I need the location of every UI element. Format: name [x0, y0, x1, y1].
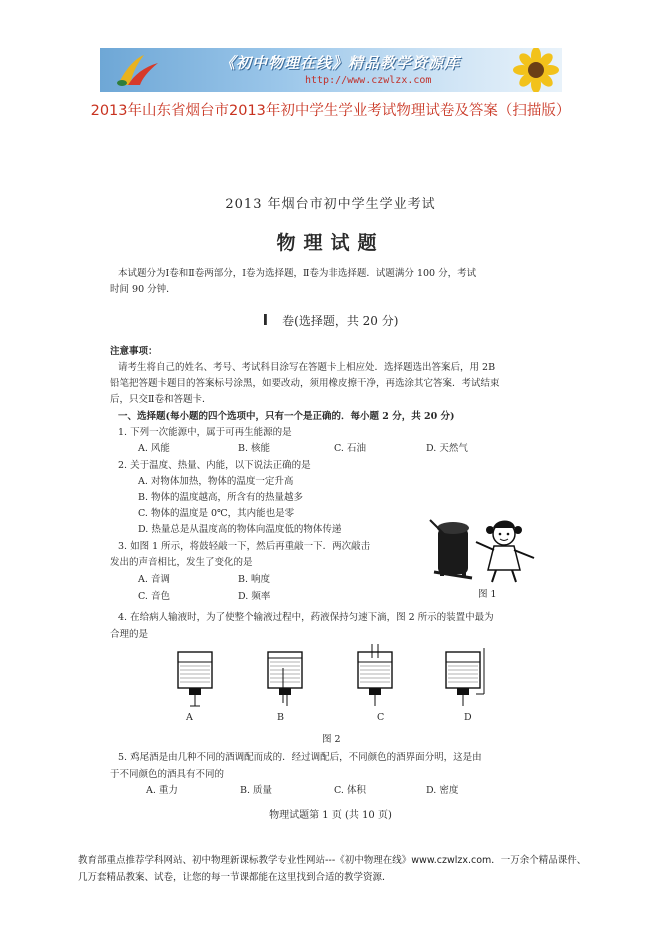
figure-2-label: 图 2 [322, 734, 341, 745]
q5-option-a: A. 重力 [146, 785, 178, 796]
q3-option-a: A. 音调 [138, 574, 170, 585]
q3-option-b: B. 响度 [238, 574, 271, 585]
question-4-line-1: 4. 在给病人输液时，为了使整个输液过程中，药液保持匀速下滴，图 2 所示的装置中最为 [118, 612, 494, 623]
page-footer: 物理试题第 1 页 (共 10 页) [269, 810, 392, 821]
question-3-line-2: 发出的声音相比，发生了变化的是 [110, 557, 253, 568]
subject-title: 物理试题 [276, 232, 385, 254]
q1-option-b: B. 核能 [238, 443, 271, 454]
figure-1-drum-girl [424, 512, 542, 584]
question-2: 2. 关于温度、热量、内能，以下说法正确的是 [118, 460, 311, 471]
bottle-d [446, 648, 484, 706]
site-banner [100, 48, 562, 92]
question-3-line-1: 3. 如图 1 所示，将鼓轻敲一下，然后再重敲一下．两次敲击 [118, 541, 371, 552]
banner-url[interactable]: http://www.czwlzx.com [305, 75, 432, 86]
bottle-b [268, 652, 302, 706]
q3-option-d: D. 频率 [238, 591, 271, 602]
figure-2-infusion-bottles [160, 640, 500, 720]
intro-line-2: 时间 90 分钟． [110, 284, 176, 295]
figure-2-option-a: A [186, 712, 193, 723]
bottle-a [178, 652, 212, 706]
site-logo-icon [110, 51, 170, 89]
q1-option-c: C. 石油 [334, 443, 366, 454]
figure-1-label: 图 1 [478, 589, 497, 600]
figure-2-option-b: B [277, 712, 284, 723]
section-title: 一、选择题(每小题的四个选项中，只有一个是正确的．每小题 2 分，共 20 分) [118, 411, 455, 422]
notice-line-2: 铅笔把答题卡题目的答案标号涂黑，如要改动，须用橡皮擦干净，再选涂其它答案．考试结束 [110, 378, 500, 389]
notice-line-3: 后，只交Ⅱ卷和答题卡． [110, 394, 212, 405]
exam-title: 2013 年烟台市初中学生学业考试 [225, 197, 436, 212]
q2-option-b: B. 物体的温度越高，所含有的热量越多 [138, 492, 304, 503]
question-1: 1. 下列一次能源中，属于可再生能源的是 [118, 427, 292, 438]
banner-title: 《初中物理在线》精品教学资源库 [220, 54, 461, 72]
part-title-text: 卷(选择题，共 20 分) [282, 314, 399, 328]
q5-option-d: D. 密度 [426, 785, 459, 796]
q1-option-a: A. 风能 [138, 443, 170, 454]
figure-2-option-c: C [377, 712, 385, 723]
q2-option-a: A. 对物体加热，物体的温度一定升高 [138, 476, 294, 487]
q2-option-c: C. 物体的温度是 0℃，其内能也是零 [138, 508, 295, 519]
site-footer-note: 教育部重点推荐学科网站、初中物理新课标教学专业性网站---《初中物理在线》www.czwlzx.com．一万余个精品课件、几万套精品教案、试卷，让您的每一节课都能在这里找到合适的教学资源． [78, 855, 587, 883]
bottle-c [358, 644, 392, 706]
question-5-line-1: 5. 鸡尾酒是由几种不同的酒调配而成的．经过调配后，不同颜色的酒界面分明，这是由 [118, 752, 482, 763]
figure-2-option-d: D [464, 712, 472, 723]
intro-line-1: 本试题分为Ⅰ卷和Ⅱ卷两部分，Ⅰ卷为选择题，Ⅱ卷为非选择题．试题满分 100 分，考试 [118, 268, 477, 279]
q2-option-d: D. 热量总是从温度高的物体向温度低的物体传递 [138, 524, 342, 535]
notice-line-1: 请考生将自己的姓名、考号、考试科目涂写在答题卡上相应处．选择题选出答案后，用 2B [118, 362, 496, 373]
part-roman: Ⅰ [262, 311, 269, 329]
question-5-line-2: 于不同颜色的酒具有不同的 [110, 769, 225, 780]
q5-option-c: C. 体积 [334, 785, 366, 796]
question-4-line-2: 合理的是 [110, 629, 149, 640]
sunflower-icon [502, 48, 562, 92]
q3-option-c: C. 音色 [138, 591, 170, 602]
notice-title: 注意事项： [110, 346, 158, 357]
document-heading[interactable]: 2013年山东省烟台市2013年初中学生学业考试物理试卷及答案（扫描版） [90, 103, 571, 119]
q1-option-d: D. 天然气 [426, 443, 468, 454]
part-title [0, 311, 661, 329]
q5-option-b: B. 质量 [240, 785, 273, 796]
